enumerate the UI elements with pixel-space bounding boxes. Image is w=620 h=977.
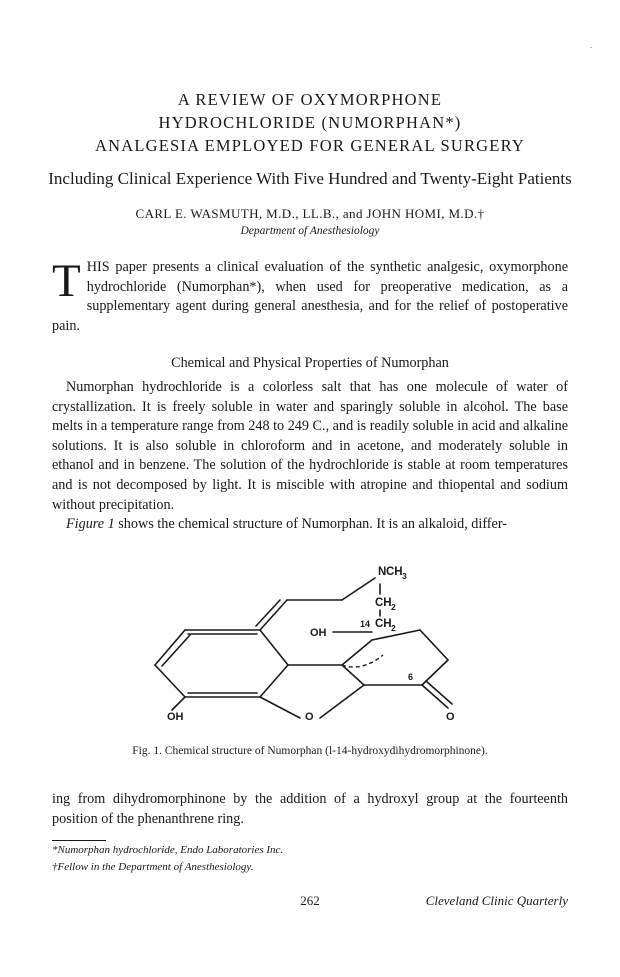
footnote-2: †Fellow in the Department of Anesthesiology. xyxy=(52,861,254,873)
title-line-2: HYDROCHLORIDE (NUMORPHAN*) xyxy=(158,113,462,132)
authors: CARL E. WASMUTH, M.D., LL.B., and JOHN HOMI, M.D.† xyxy=(135,206,485,221)
chemical-structure-figure xyxy=(150,560,470,720)
methylene-label-2: CH xyxy=(375,618,392,630)
intro-text: HIS paper presents a clinical evaluation of the synthetic analgesic, oxymorphone hydrochloride (Numorphan*), when used for preoperative medication, as a supplementary agent during general anesthesia, and for the relief of postoperative pain. xyxy=(52,259,568,334)
methylene-label-1: CH xyxy=(375,597,392,609)
position-6-label: 6 xyxy=(408,672,414,682)
page-number: 262 xyxy=(300,893,320,908)
department: Department of Anesthesiology xyxy=(240,225,380,237)
hydroxyl-label-14: OH xyxy=(310,627,327,639)
subtitle: Including Clinical Experience With Five Hundred and Twenty-Eight Patients xyxy=(48,169,572,188)
figure-reference: Figure 1 xyxy=(66,516,115,532)
title-line-3: ANALGESIA EMPLOYED FOR GENERAL SURGERY xyxy=(94,136,525,155)
properties-paragraph: Numorphan hydrochloride is a colorless salt that has one molecule of water of crystallization. It is freely soluble in water and sparingly soluble in alcohol. The base melts in a temperature range from 248 to 249 C., and is readily soluble in acid and alkaline solutions. It is also soluble in chloroform and in acetone, and moderately soluble in ethanol and in benzene. The solution of the hydrochloride is stable at room temperatures and is not decomposed by light. It is miscible with atropine and thiopental and sodium without precipitation. xyxy=(52,379,568,513)
position-14-label: 14 xyxy=(360,619,371,629)
figure-caption: Fig. 1. Chemical structure of Numorphan (l-14-hydroxydihydromorphinone). xyxy=(132,745,488,757)
intro-paragraph xyxy=(52,255,568,336)
footnote-rule xyxy=(52,840,106,841)
ether-oxygen-label: O xyxy=(305,711,314,720)
journal-name: Cleveland Clinic Quarterly xyxy=(425,893,568,908)
drop-cap: T xyxy=(52,255,81,307)
methyl-label: CH xyxy=(386,566,403,578)
methyl-subscript: 3 xyxy=(402,571,407,581)
ketone-oxygen-label: O xyxy=(446,711,455,720)
footnote-1: *Numorphan hydrochloride, Endo Laboratories Inc. xyxy=(52,844,284,856)
nitrogen-label: N xyxy=(378,566,387,578)
figure-reference-paragraph xyxy=(52,515,568,535)
figure-reference-text: shows the chemical structure of Numorphan. It is an alkaloid, differ- xyxy=(114,516,507,532)
phenolic-hydroxyl-label: OH xyxy=(167,711,184,720)
scan-speck xyxy=(590,47,592,48)
title-line-1: A REVIEW OF OXYMORPHONE xyxy=(177,90,443,109)
methylene-subscript-2: 2 xyxy=(391,623,396,633)
section-heading: Chemical and Physical Properties of Numorphan xyxy=(171,355,449,371)
continued-paragraph: ing from dihydromorphinone by the addition of a hydroxyl group at the fourteenth position of the phenanthrene ring. xyxy=(52,791,568,827)
methylene-subscript-1: 2 xyxy=(391,602,396,612)
